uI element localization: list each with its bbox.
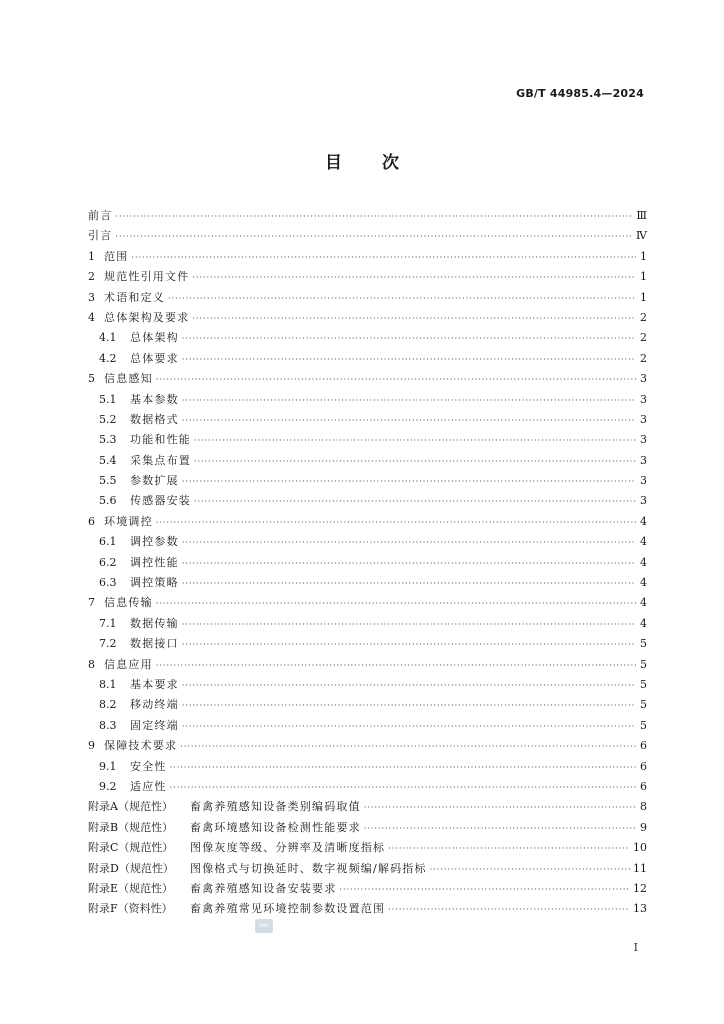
toc-entry-label: 引言 bbox=[88, 229, 113, 243]
toc-entry[interactable] bbox=[88, 859, 647, 879]
toc-entry-page: 4 bbox=[640, 535, 647, 549]
watermark-logo: SAC bbox=[255, 919, 273, 933]
toc-entry-page: 1 bbox=[640, 270, 647, 284]
toc-entry-number: 3 bbox=[88, 290, 95, 304]
toc-entry-label: 调控参数 bbox=[130, 535, 179, 549]
toc-entry-label: 前言 bbox=[88, 209, 113, 222]
toc-leader-dots bbox=[182, 554, 636, 574]
toc-entry-label: 术语和定义 bbox=[104, 290, 165, 304]
toc-entry-label: 移动终端 bbox=[130, 698, 179, 712]
toc-entry-label: 基本要求 bbox=[130, 677, 179, 691]
toc-leader-dots bbox=[115, 227, 633, 247]
toc-leader-dots bbox=[182, 574, 636, 594]
toc-leader-dots bbox=[182, 391, 636, 411]
toc-entry[interactable] bbox=[88, 288, 647, 308]
toc-entry[interactable] bbox=[88, 573, 647, 593]
toc-entry-number: 6.3 bbox=[99, 576, 117, 590]
toc-entry-number: 4.2 bbox=[99, 351, 117, 365]
toc-entry-number: 5.4 bbox=[99, 453, 117, 467]
toc-entry-label: 范围 bbox=[104, 249, 129, 263]
toc-entry-label: 畜禽养殖感知设备安装要求 bbox=[190, 881, 337, 895]
toc-leader-dots bbox=[182, 717, 636, 737]
toc-entry-number: 附录D（规范性） bbox=[88, 861, 174, 875]
toc-entry-page: 3 bbox=[640, 412, 647, 426]
toc-entry[interactable] bbox=[88, 451, 647, 471]
toc-entry-page: 1 bbox=[640, 249, 647, 263]
toc-entry-page: Ⅲ bbox=[636, 209, 647, 222]
toc-leader-dots bbox=[131, 248, 636, 268]
toc-leader-dots bbox=[194, 452, 636, 472]
toc-entry-number: 5.6 bbox=[99, 494, 117, 508]
toc-entry[interactable] bbox=[88, 390, 647, 410]
toc-entry-page: 4 bbox=[640, 576, 647, 590]
toc-entry-page: 3 bbox=[640, 433, 647, 447]
toc-entry[interactable] bbox=[88, 369, 647, 389]
toc-entry-page: 13 bbox=[633, 902, 647, 916]
toc-leader-dots bbox=[170, 778, 636, 798]
toc-entry-number: 附录B（规范性） bbox=[88, 820, 174, 834]
toc-leader-dots bbox=[339, 880, 630, 900]
toc-title-char-1: 目 bbox=[325, 153, 342, 173]
toc-leader-dots bbox=[182, 411, 636, 431]
toc-entry-number: 6.1 bbox=[99, 535, 117, 549]
toc-entry-number: 9.2 bbox=[99, 779, 117, 793]
toc-entry-number: 7 bbox=[88, 596, 95, 610]
toc-entry[interactable] bbox=[88, 797, 647, 817]
toc-leader-dots bbox=[168, 289, 636, 309]
toc-leader-dots bbox=[182, 472, 636, 492]
toc-entry-page: 2 bbox=[640, 351, 647, 365]
toc-entry-page: 5 bbox=[640, 718, 647, 732]
toc-entry-number: 6.2 bbox=[99, 555, 117, 569]
toc-entry[interactable] bbox=[88, 532, 647, 552]
toc-entry-number: 附录F（资料性） bbox=[88, 902, 173, 916]
toc-entry-page: 6 bbox=[640, 739, 647, 753]
table-of-contents bbox=[88, 206, 647, 920]
toc-entry-number: 1 bbox=[88, 249, 95, 263]
toc-entry-label: 信息传输 bbox=[104, 596, 153, 610]
toc-entry-number: 5.2 bbox=[99, 412, 117, 426]
toc-entry-label: 安全性 bbox=[130, 759, 167, 773]
toc-leader-dots bbox=[182, 635, 636, 655]
toc-entry-page: 3 bbox=[640, 474, 647, 488]
toc-entry[interactable] bbox=[88, 247, 647, 267]
toc-entry-label: 总体要求 bbox=[130, 351, 179, 365]
toc-entry-number: 附录C（规范性） bbox=[88, 841, 174, 855]
toc-entry[interactable] bbox=[88, 695, 647, 715]
toc-entry-page: 1 bbox=[640, 290, 647, 304]
toc-entry[interactable] bbox=[88, 471, 647, 491]
toc-entry-page: 3 bbox=[640, 392, 647, 406]
toc-entry-page: 8 bbox=[640, 800, 647, 814]
toc-entry-page: 5 bbox=[640, 698, 647, 712]
toc-entry[interactable] bbox=[88, 818, 647, 838]
toc-entry-page: 3 bbox=[640, 372, 647, 386]
toc-entry[interactable] bbox=[88, 593, 647, 613]
toc-entry-label: 传感器安装 bbox=[130, 494, 191, 508]
toc-entry-label: 规范性引用文件 bbox=[104, 270, 190, 284]
toc-entry-number: 附录E（规范性） bbox=[88, 881, 174, 895]
toc-leader-dots bbox=[156, 656, 636, 676]
toc-entry-number: 2 bbox=[88, 270, 95, 284]
toc-entry[interactable] bbox=[88, 777, 647, 797]
toc-entry[interactable] bbox=[88, 879, 647, 899]
toc-entry[interactable] bbox=[88, 736, 647, 756]
toc-leader-dots bbox=[430, 860, 630, 880]
toc-entry[interactable] bbox=[88, 328, 647, 348]
toc-title bbox=[0, 148, 724, 173]
toc-entry-label: 参数扩展 bbox=[130, 474, 179, 488]
toc-entry-number: 4 bbox=[88, 310, 95, 324]
toc-entry[interactable] bbox=[88, 655, 647, 675]
toc-leader-dots bbox=[364, 819, 636, 839]
toc-entry-label: 数据格式 bbox=[130, 412, 179, 426]
toc-entry-label: 环境调控 bbox=[104, 514, 153, 528]
toc-leader-dots bbox=[182, 615, 636, 635]
toc-leader-dots bbox=[182, 329, 636, 349]
toc-entry[interactable] bbox=[88, 206, 647, 226]
toc-entry-page: 5 bbox=[640, 637, 647, 651]
toc-entry-page: 3 bbox=[640, 494, 647, 508]
toc-leader-dots bbox=[388, 839, 630, 859]
toc-entry-page: 4 bbox=[640, 616, 647, 630]
toc-entry-number: 9.1 bbox=[99, 759, 117, 773]
toc-entry-number: 8.1 bbox=[99, 677, 117, 691]
toc-entry-page: 11 bbox=[633, 861, 647, 875]
toc-entry-page: 12 bbox=[633, 881, 647, 895]
toc-leader-dots bbox=[182, 676, 636, 696]
toc-entry-page: 4 bbox=[640, 555, 647, 569]
toc-entry-number: 7.1 bbox=[99, 616, 117, 630]
toc-entry[interactable] bbox=[88, 226, 647, 246]
toc-leader-dots bbox=[180, 737, 636, 757]
toc-entry[interactable] bbox=[88, 267, 647, 287]
toc-leader-dots bbox=[156, 513, 636, 533]
toc-entry-label: 适应性 bbox=[130, 779, 167, 793]
toc-entry[interactable] bbox=[88, 553, 647, 573]
toc-entry[interactable] bbox=[88, 716, 647, 736]
toc-entry-label: 数据接口 bbox=[130, 637, 179, 651]
toc-entry-number: 8.2 bbox=[99, 698, 117, 712]
footer-page-number: I bbox=[633, 941, 638, 954]
toc-entry[interactable] bbox=[88, 614, 647, 634]
toc-entry-number: 5.3 bbox=[99, 433, 117, 447]
toc-entry-page: Ⅳ bbox=[636, 229, 647, 243]
toc-entry-number: 附录A（规范性） bbox=[88, 800, 173, 814]
toc-entry-page: 5 bbox=[640, 657, 647, 671]
toc-entry-page: 6 bbox=[640, 759, 647, 773]
toc-entry-label: 保障技术要求 bbox=[104, 739, 178, 753]
toc-leader-dots bbox=[156, 594, 636, 614]
toc-entry-number: 5 bbox=[88, 372, 95, 386]
toc-leader-dots bbox=[364, 798, 636, 818]
toc-leader-dots bbox=[115, 207, 633, 227]
toc-entry[interactable] bbox=[88, 675, 647, 695]
toc-leader-dots bbox=[192, 309, 636, 329]
toc-entry[interactable] bbox=[88, 899, 647, 919]
toc-entry-label: 采集点布置 bbox=[130, 453, 191, 467]
toc-entry[interactable] bbox=[88, 512, 647, 532]
toc-entry-label: 调控性能 bbox=[130, 555, 179, 569]
toc-entry-label: 畜禽养殖常见环境控制参数设置范围 bbox=[190, 902, 386, 916]
toc-leader-dots bbox=[182, 533, 636, 553]
toc-entry-page: 9 bbox=[640, 820, 647, 834]
toc-entry-label: 图像灰度等级、分辨率及清晰度指标 bbox=[190, 841, 386, 855]
toc-entry-number: 5.5 bbox=[99, 474, 117, 488]
toc-entry-label: 总体架构 bbox=[130, 331, 179, 345]
toc-entry-number: 4.1 bbox=[99, 331, 117, 345]
toc-entry-label: 数据传输 bbox=[130, 616, 179, 630]
toc-entry-number: 9 bbox=[88, 739, 95, 753]
toc-entry-page: 4 bbox=[640, 596, 647, 610]
toc-entry-label: 畜禽养殖感知设备类别编码取值 bbox=[190, 800, 361, 814]
toc-entry[interactable] bbox=[88, 491, 647, 511]
toc-entry-page: 5 bbox=[640, 677, 647, 691]
toc-entry-number: 8 bbox=[88, 657, 95, 671]
toc-entry[interactable] bbox=[88, 430, 647, 450]
toc-entry-label: 基本参数 bbox=[130, 392, 179, 406]
toc-entry[interactable] bbox=[88, 757, 647, 777]
toc-entry-label: 固定终端 bbox=[130, 718, 179, 732]
toc-entry-label: 调控策略 bbox=[130, 576, 179, 590]
toc-entry-page: 2 bbox=[640, 310, 647, 324]
toc-entry-page: 6 bbox=[640, 779, 647, 793]
toc-entry[interactable] bbox=[88, 349, 647, 369]
toc-leader-dots bbox=[388, 900, 630, 920]
toc-entry-page: 3 bbox=[640, 453, 647, 467]
toc-entry-label: 功能和性能 bbox=[130, 433, 191, 447]
toc-entry-page: 2 bbox=[640, 331, 647, 345]
toc-entry[interactable] bbox=[88, 410, 647, 430]
toc-entry-label: 图像格式与切换延时、数字视频编/解码指标 bbox=[190, 861, 427, 875]
toc-entry-number: 7.2 bbox=[99, 637, 117, 651]
toc-entry-label: 畜禽环境感知设备检测性能要求 bbox=[190, 820, 361, 834]
toc-leader-dots bbox=[192, 268, 636, 288]
toc-leader-dots bbox=[182, 350, 636, 370]
toc-leader-dots bbox=[194, 492, 636, 512]
toc-entry-label: 信息感知 bbox=[104, 372, 153, 386]
standard-code: GB/T 44985.4—2024 bbox=[516, 87, 644, 100]
toc-entry-number: 8.3 bbox=[99, 718, 117, 732]
toc-leader-dots bbox=[170, 758, 636, 778]
toc-entry[interactable] bbox=[88, 838, 647, 858]
toc-entry-number: 6 bbox=[88, 514, 95, 528]
toc-leader-dots bbox=[156, 370, 636, 390]
toc-entry-number: 5.1 bbox=[99, 392, 117, 406]
toc-entry-page: 10 bbox=[633, 841, 647, 855]
toc-entry-label: 信息应用 bbox=[104, 657, 153, 671]
toc-entry[interactable] bbox=[88, 634, 647, 654]
toc-leader-dots bbox=[182, 696, 636, 716]
toc-leader-dots bbox=[194, 431, 636, 451]
toc-entry-page: 4 bbox=[640, 514, 647, 528]
toc-entry-label: 总体架构及要求 bbox=[104, 310, 190, 324]
toc-title-char-2: 次 bbox=[382, 153, 399, 173]
toc-entry[interactable] bbox=[88, 308, 647, 328]
